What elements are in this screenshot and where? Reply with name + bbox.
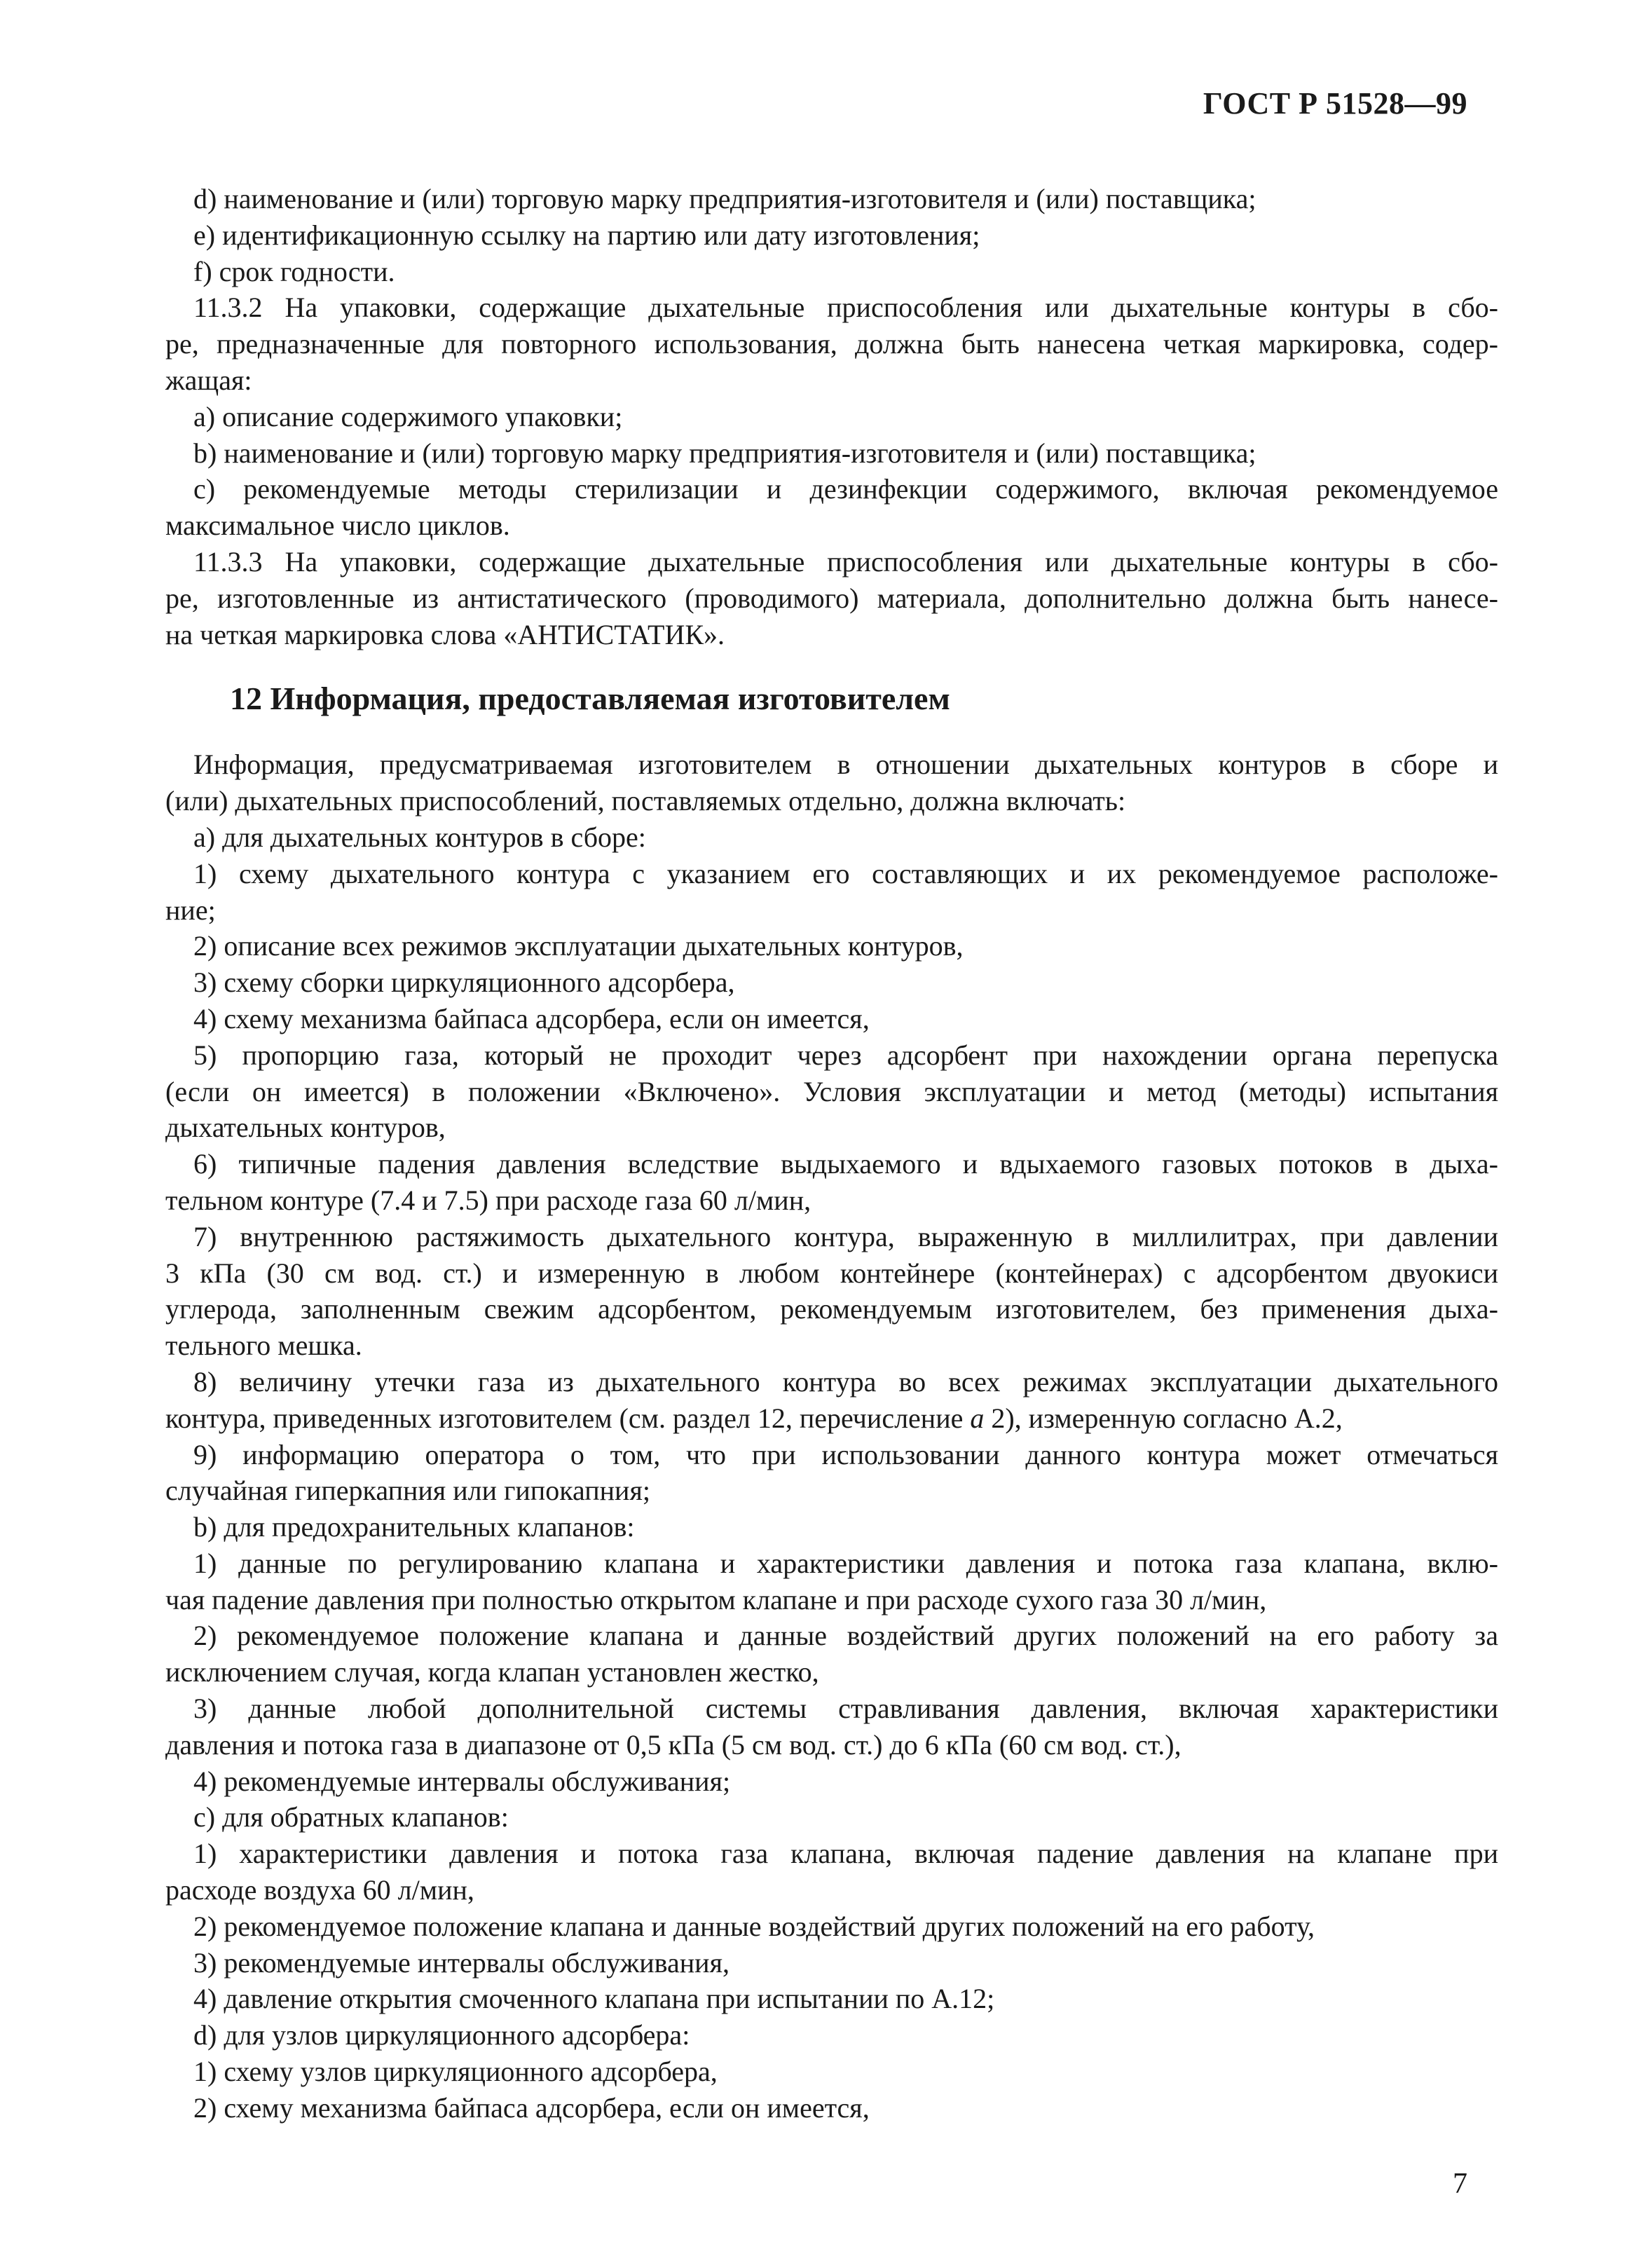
document-body xyxy=(165,181,1498,2126)
list-item-cont: тельном контуре (7.4 и 7.5) при расходе газа 60 л/мин, xyxy=(165,1184,811,1216)
list-heading: a) для дыхательных контуров в сборе: xyxy=(193,821,646,853)
list-item: 6) типичные падения давления вследствие выдыхаемого и вдыхаемого газовых потоков в дыха- xyxy=(193,1148,1498,1180)
list-item-cont: (если он имеется) в положении «Включено». Условия эксплуатации и метод (методы) испытания xyxy=(165,1075,1498,1107)
list-item: 5) пропорцию газа, который не проходит через адсорбент при нахождении органа перепуска xyxy=(193,1039,1498,1071)
list-item-cont: максимальное число циклов. xyxy=(165,510,510,542)
list-item: 2) рекомендуемое положение клапана и данные воздействий других положений на его работу, xyxy=(193,1910,1315,1942)
list-item: a) описание содержимого упаковки; xyxy=(193,400,623,432)
list-item: 3) схему сборки циркуляционного адсорбера, xyxy=(193,966,735,999)
list-item: e) идентификационную ссылку на партию или дату изготовления; xyxy=(193,219,980,251)
list-item: 4) давление открытия смоченного клапана при испытании по А.12; xyxy=(193,1983,995,2015)
list-item-cont: случайная гиперкапния или гипокапния; xyxy=(165,1475,650,1507)
list-item: 2) рекомендуемое положение клапана и данные воздействий других положений на его работу за xyxy=(193,1620,1498,1652)
list-item-cont: углерода, заполненным свежим адсорбентом, рекомендуемым изготовителем, без применения дыха- xyxy=(165,1293,1498,1325)
list-item-cont: расходе воздуха 60 л/мин, xyxy=(165,1874,474,1906)
list-item-cont xyxy=(165,1400,1498,1437)
clause-11-3-2: 11.3.2 На упаковки, содержащие дыхательные приспособления или дыхательные контуры в сбо- xyxy=(193,292,1498,324)
clause-11-3-3: 11.3.3 На упаковки, содержащие дыхательные приспособления или дыхательные контуры в сбо- xyxy=(193,545,1498,578)
list-item-cont: чая падение давления при полностью открытом клапане и при расходе сухого газа 30 л/мин, xyxy=(165,1583,1267,1615)
list-item-cont: 3 кПа (30 см вод. ст.) и измеренную в любом контейнере (контейнерах) с адсорбентом двуокиси xyxy=(165,1257,1498,1289)
list-item: f) срок годности. xyxy=(193,255,395,287)
list-heading: c) для обратных клапанов: xyxy=(193,1801,509,1833)
clause-11-3-3-cont: на четкая маркировка слова «АНТИСТАТИК». xyxy=(165,618,725,650)
list-item: 4) схему механизма байпаса адсорбера, если он имеется, xyxy=(193,1002,870,1034)
list-item: 2) описание всех режимов эксплуатации дыхательных контуров, xyxy=(193,930,964,962)
list-item: 3) данные любой дополнительной системы стравливания давления, включая характеристики xyxy=(193,1693,1498,1725)
intro-paragraph-cont: (или) дыхательных приспособлений, поставляемых отдельно, должна включать: xyxy=(165,785,1126,817)
enumeration-letter: a xyxy=(970,1402,985,1434)
clause-11-3-2-cont: ре, предназначенные для повторного использования, должна быть нанесена четкая маркировка, содер- xyxy=(165,328,1498,360)
list-item: 9) информацию оператора о том, что при использовании данного контура может отмечаться xyxy=(193,1438,1498,1470)
page-number: 7 xyxy=(1453,2168,1467,2200)
list-item: 2) схему механизма байпаса адсорбера, если он имеется, xyxy=(193,2091,870,2124)
list-item: c) рекомендуемые методы стерилизации и дезинфекции содержимого, включая рекомендуемое xyxy=(193,473,1498,505)
list-item: 7) внутреннюю растяжимость дыхательного контура, выраженную в миллилитрах, при давлении xyxy=(193,1220,1498,1252)
list-item: 1) характеристики давления и потока газа клапана, включая падение давления на клапане при xyxy=(193,1838,1498,1870)
intro-paragraph: Информация, предусматриваемая изготовителем в отношении дыхательных контуров в сборе и xyxy=(193,749,1498,781)
list-heading: d) для узлов циркуляционного адсорбера: xyxy=(193,2019,690,2051)
list-item: 4) рекомендуемые интервалы обслуживания; xyxy=(193,1765,731,1797)
standard-header: ГОСТ Р 51528—99 xyxy=(1203,86,1467,121)
list-heading: b) для предохранительных клапанов: xyxy=(193,1511,635,1543)
list-item-cont: тельного мешка. xyxy=(165,1330,362,1362)
list-item-cont: дыхательных контуров, xyxy=(165,1112,446,1144)
clause-11-3-2-cont: жащая: xyxy=(165,364,252,396)
line-text: контура, приведенных изготовителем (см. раздел 12, перечисление xyxy=(165,1402,971,1434)
clause-11-3-3-cont: ре, изготовленные из антистатического (проводимого) материала, дополнительно должна быть нанесе- xyxy=(165,582,1498,614)
line-text: 2), измеренную согласно А.2, xyxy=(984,1402,1343,1434)
list-item: 1) данные по регулированию клапана и характеристики давления и потока газа клапана, вклю- xyxy=(193,1547,1498,1579)
list-item-cont: давления и потока газа в диапазоне от 0,5 кПа (5 см вод. ст.) до 6 кПа (60 см вод. ст.), xyxy=(165,1728,1182,1761)
list-item: b) наименование и (или) торговую марку предприятия-изготовителя и (или) поставщика; xyxy=(193,437,1256,469)
list-item-cont: ние; xyxy=(165,894,216,926)
list-item-cont: исключением случая, когда клапан установлен жестко, xyxy=(165,1656,819,1688)
list-item: 1) схему узлов циркуляционного адсорбера, xyxy=(193,2056,718,2088)
list-item: d) наименование и (или) торговую марку предприятия-изготовителя и (или) поставщика; xyxy=(193,183,1256,214)
list-item: 3) рекомендуемые интервалы обслуживания, xyxy=(193,1946,730,1979)
list-item: 8) величину утечки газа из дыхательного контура во всех режимах эксплуатации дыхательного xyxy=(193,1365,1498,1398)
list-item: 1) схему дыхательного контура с указанием его составляющих и их рекомендуемое расположе- xyxy=(193,857,1498,889)
section-title: 12 Информация, предоставляемая изготовителем xyxy=(230,681,950,717)
